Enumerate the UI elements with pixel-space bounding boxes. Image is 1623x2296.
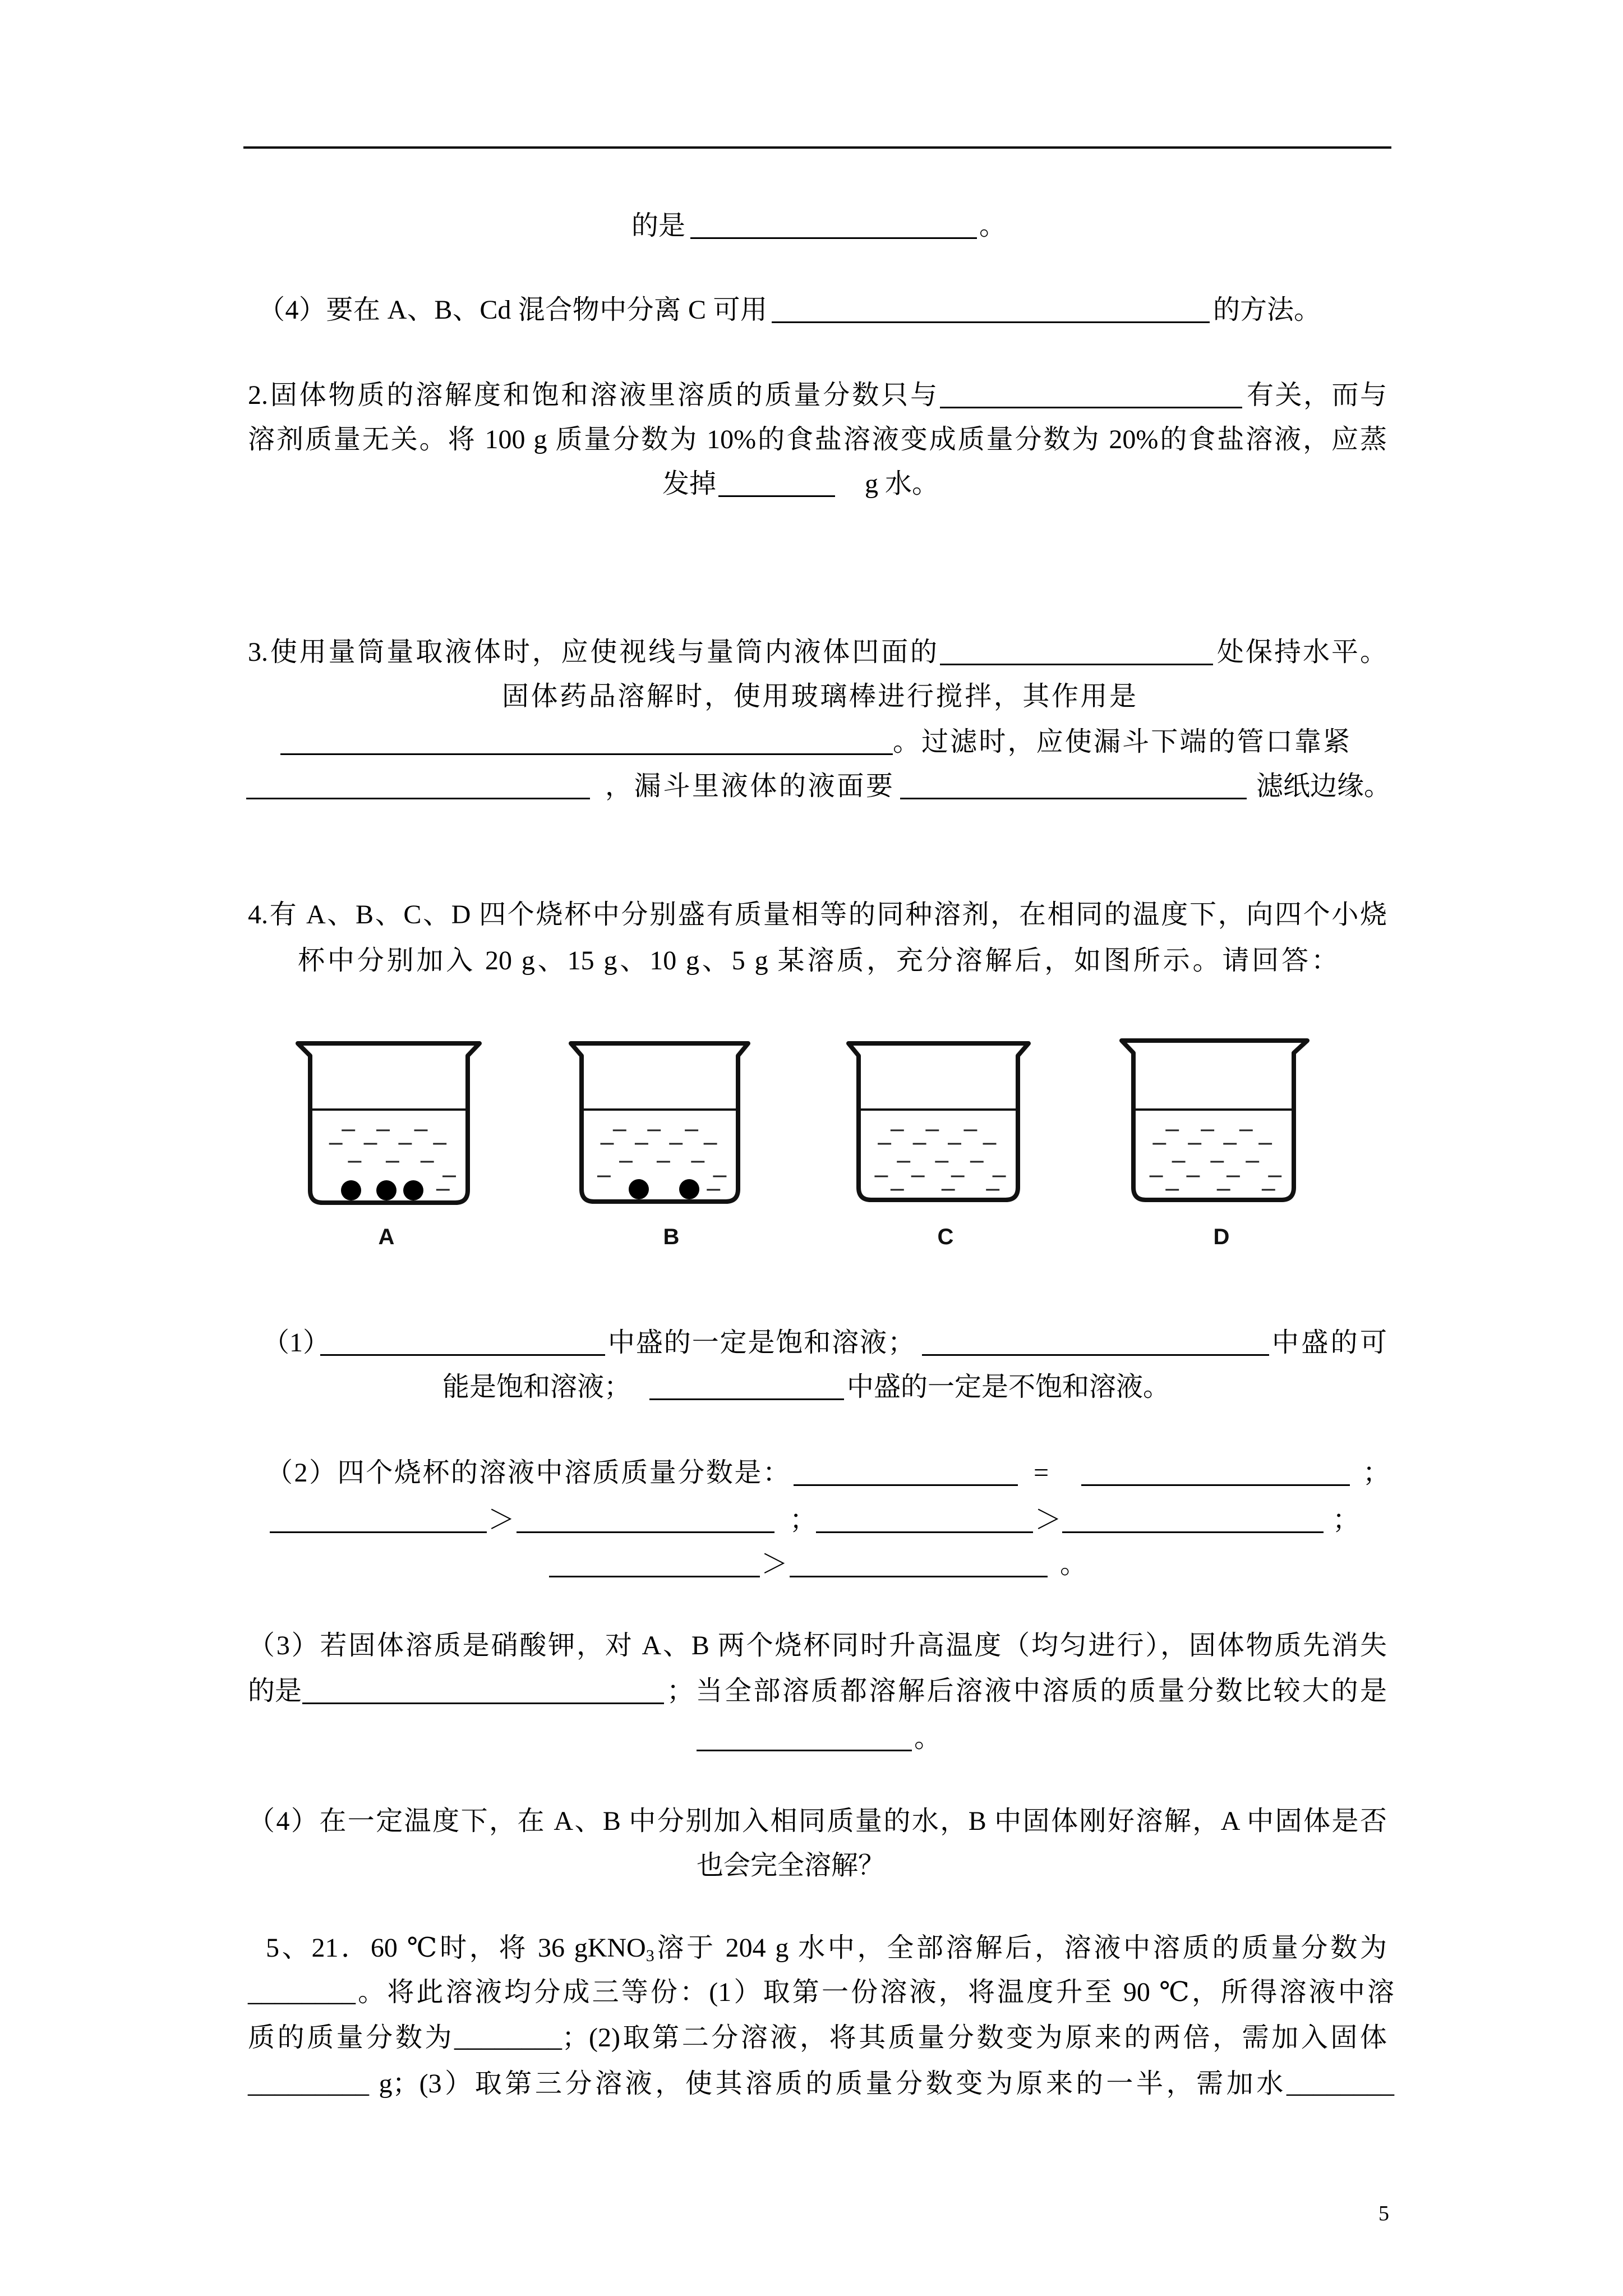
answer-blank	[246, 770, 590, 799]
header-rule	[243, 146, 1391, 149]
answer-blank	[940, 379, 1242, 408]
page-number: 5	[1378, 2202, 1389, 2225]
beaker-d	[1122, 1041, 1307, 1249]
q1-part4-prefix: （4）要在 A、B、Cd 混合物中分离 C 可用	[258, 295, 767, 325]
answer-blank	[922, 1326, 1269, 1356]
q5-line1-text: 5、21．60 ℃时，将 36 gKNO	[266, 1933, 646, 1963]
q2-line1-prefix: 2.固体物质的溶解度和饱和溶液里溶质的质量分数只与	[248, 380, 937, 410]
q5-line1-text-rest: 溶于 204 g 水中，全部溶解后，溶液中溶质的质量分数为	[654, 1933, 1387, 1963]
q5-line4: _________ g；(3）取第三分溶液，使其溶质的质量分数变为原来的一半，需加水________	[248, 2069, 1394, 2099]
q3-line4-middle: ，漏斗里液体的液面要	[605, 771, 893, 801]
q4-p2-prefix: （2）四个烧杯的溶液中溶质质量分数是：	[266, 1458, 790, 1488]
answer-blank	[549, 1548, 760, 1577]
undissolved-solid-particle	[679, 1179, 699, 1199]
q2-line2: 溶剂质量无关。将 100 g 质量分数为 10%的食盐溶液变成质量分数为 20%的食盐溶液，应蒸	[248, 425, 1387, 454]
q3-line2: 固体药品溶解时，使用玻璃棒进行搅拌，其作用是	[502, 682, 1136, 711]
q4-p1-prefix: （1）	[262, 1328, 330, 1358]
q1-part4-suffix: 的方法。	[1213, 295, 1321, 325]
beaker-b	[571, 1043, 748, 1249]
undissolved-solid-particle	[376, 1180, 396, 1200]
answer-blank	[816, 1503, 1033, 1533]
answer-blank	[940, 636, 1213, 665]
beaker-label: C	[937, 1225, 954, 1249]
q5-line1	[266, 1931, 1387, 1965]
q4-p4-line1: （4）在一定温度下，在 A、B 中分别加入相同质量的水，B 中固体刚好溶解，A 中固体是否	[248, 1806, 1387, 1836]
answer-blank	[517, 1503, 774, 1533]
answer-blank	[302, 1674, 664, 1704]
q1-continuation-prefix: 的是	[631, 211, 686, 241]
q3-line3-suffix: 。过滤时，应使漏斗下端的管口靠紧	[893, 727, 1350, 757]
answer-blank	[270, 1503, 487, 1533]
q5-line2: ________。将此溶液均分成三等份：(1）取第一份溶液，将温度升至 90 ℃，所得溶液中溶	[248, 1977, 1394, 2007]
q4-p1-line1-middle: 中盛的一定是饱和溶液；	[608, 1328, 915, 1358]
answer-blank	[900, 770, 1247, 799]
answer-blank	[718, 467, 835, 497]
q2-line1-suffix: 有关，而与	[1247, 380, 1387, 410]
beaker-figure	[0, 1004, 1623, 1273]
greater-than-sign: ＞	[488, 1505, 515, 1535]
separator: ；	[790, 1505, 817, 1535]
answer-blank	[1081, 1456, 1350, 1486]
answer-blank	[690, 209, 977, 239]
beaker-a	[298, 1043, 479, 1249]
beaker-label: B	[663, 1225, 680, 1249]
answer-blank	[320, 1326, 605, 1356]
separator: ；	[1332, 1505, 1360, 1535]
q4-stem-line2: 杯中分别加入 20 g、15 g、10 g、5 g 某溶质，充分溶解后，如图所示。请回答：	[298, 946, 1338, 976]
undissolved-solid-particle	[629, 1179, 649, 1199]
kno3-subscript: 3	[645, 1947, 654, 1965]
answer-blank	[280, 725, 893, 755]
answer-blank	[1062, 1503, 1324, 1533]
q4-p1-line2-prefix: 能是饱和溶液；	[442, 1372, 631, 1402]
beaker-label: A	[378, 1225, 395, 1249]
q2-line3-prefix: 发掉	[662, 469, 717, 499]
q3-line1-prefix: 3.使用量筒量取液体时，应使视线与量筒内液体凹面的	[248, 637, 937, 667]
answer-blank	[772, 293, 1210, 323]
equals-sign: =	[1034, 1458, 1049, 1488]
q1-continuation-end: 。	[979, 211, 1007, 241]
q2-line3-suffix: g 水。	[865, 469, 939, 499]
beaker-c	[849, 1043, 1029, 1249]
q3-line1-suffix: 处保持水平。	[1217, 637, 1387, 667]
answer-blank	[794, 1456, 1018, 1486]
greater-than-sign: ＞	[1035, 1505, 1062, 1535]
q3-line4-suffix: 滤纸边缘。	[1256, 771, 1391, 801]
q4-p3-end: 。	[914, 1723, 942, 1753]
undissolved-solid-particle	[403, 1180, 423, 1200]
separator: ；	[1363, 1458, 1390, 1488]
beaker-outline	[571, 1043, 748, 1202]
beaker-outline	[298, 1043, 479, 1203]
answer-blank	[790, 1548, 1048, 1577]
q4-p3-line2-prefix: 的是	[248, 1676, 302, 1706]
q4-p1-line2-suffix: 中盛的一定是不饱和溶液。	[847, 1372, 1170, 1402]
answer-blank	[649, 1370, 844, 1400]
greater-than-sign: ＞	[761, 1549, 789, 1579]
undissolved-solid-particle	[341, 1180, 361, 1200]
q5-line3: 质的质量分数为________；(2)取第二分溶液，将其质量分数变为原来的两倍，需加入固体	[248, 2023, 1387, 2053]
q4-p3-line1: （3）若固体溶质是硝酸钾，对 A、B 两个烧杯同时升高温度（均匀进行），固体物质先消失	[248, 1631, 1387, 1660]
q4-p4-line2: 也会完全溶解？	[697, 1851, 886, 1880]
q4-p1-line1-suffix: 中盛的可	[1272, 1328, 1387, 1358]
q4-p3-line2-suffix: ；当全部溶质都溶解后溶液中溶质的质量分数比较大的是	[667, 1676, 1387, 1706]
q4-p2-end: 。	[1060, 1549, 1087, 1579]
beaker-label: D	[1213, 1225, 1230, 1249]
answer-blank	[697, 1722, 912, 1751]
q4-stem-line1: 4.有 A、B、C、D 四个烧杯中分别盛有质量相等的同种溶剂，在相同的温度下，向四个小烧	[248, 900, 1387, 930]
